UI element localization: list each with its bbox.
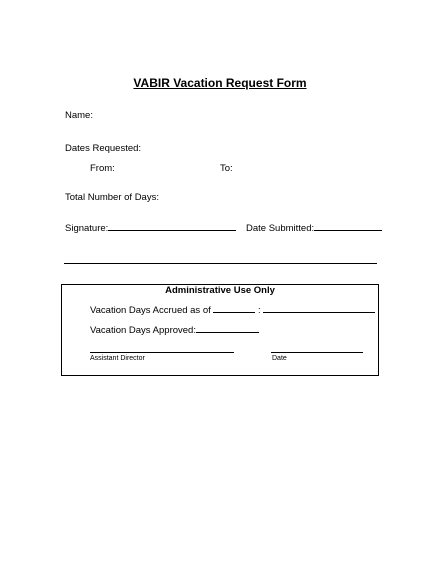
admin-title: Administrative Use Only [165, 285, 275, 296]
section-divider [64, 263, 377, 264]
assistant-director-signature-line[interactable] [90, 352, 234, 353]
from-label: From: [90, 163, 115, 174]
accrued-separator: : [258, 305, 261, 316]
signature-row [65, 222, 236, 234]
to-label: To: [220, 163, 233, 174]
approved-days-field[interactable] [196, 324, 259, 333]
admin-date-label: Date [272, 355, 287, 362]
total-days-label: Total Number of Days: [65, 192, 159, 203]
signature-label: Signature: [65, 223, 109, 234]
dates-requested-label: Dates Requested: [65, 143, 142, 154]
admin-date-line[interactable] [271, 352, 363, 353]
accrued-row [90, 304, 375, 316]
name-label: Name: [65, 110, 93, 121]
approved-label: Vacation Days Approved: [90, 325, 196, 336]
date-submitted-label: Date Submitted: [246, 223, 315, 234]
signature-field[interactable] [108, 222, 236, 231]
approved-row [90, 324, 259, 336]
assistant-director-label: Assistant Director [90, 355, 145, 362]
date-submitted-row [246, 222, 382, 234]
accrued-label: Vacation Days Accrued as of [90, 305, 211, 316]
accrued-date-field[interactable] [213, 304, 255, 313]
form-title: VABIR Vacation Request Form [133, 76, 307, 90]
accrued-days-field[interactable] [263, 304, 375, 313]
date-submitted-field[interactable] [314, 222, 382, 231]
